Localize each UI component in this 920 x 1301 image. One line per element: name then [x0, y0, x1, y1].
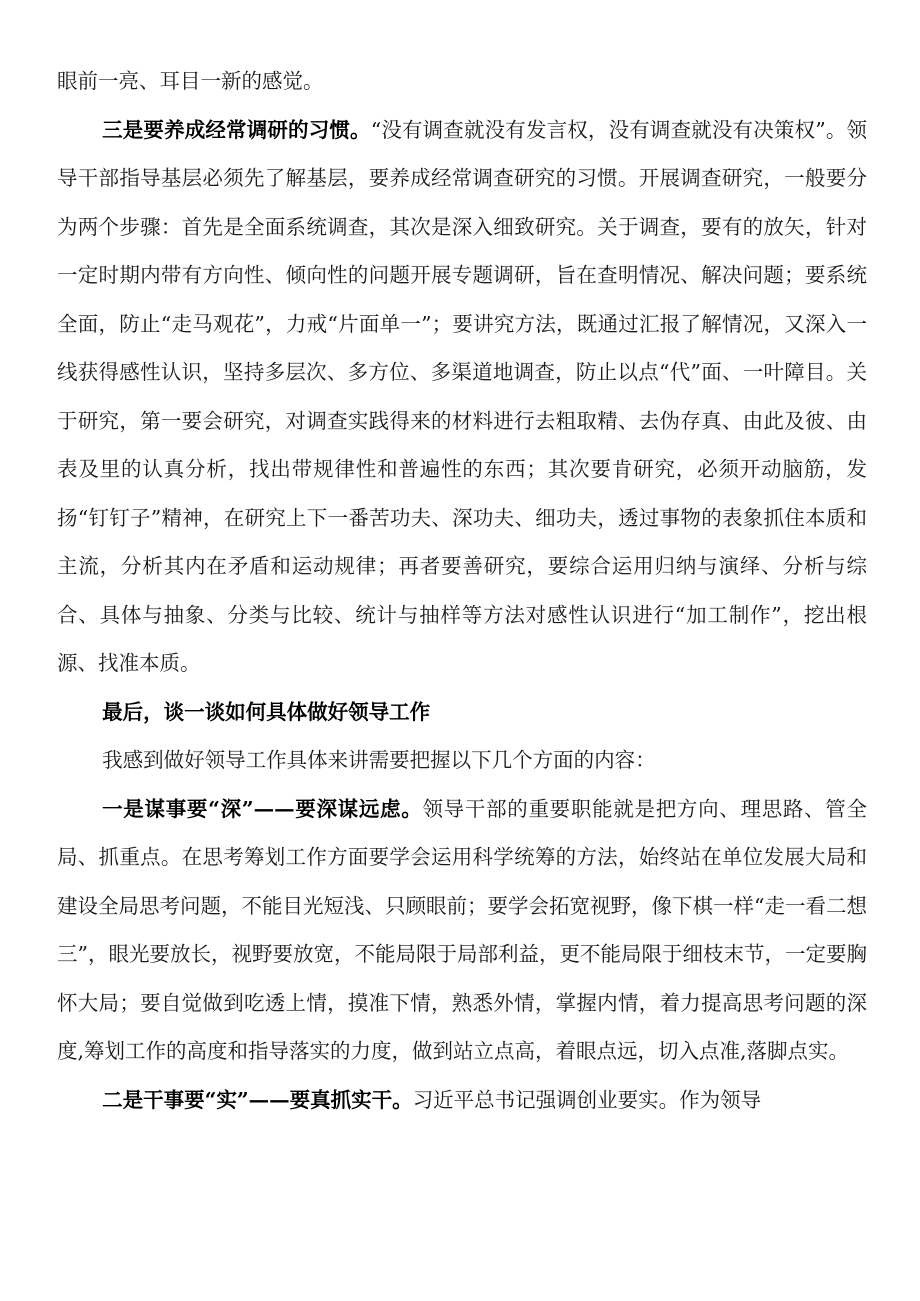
paragraph-body-plan-deep: 领导干部的重要职能就是把方向、理思路、管全局、抓重点。在思考筹划工作方面要学会运用科学统筹的方法，始终站在单位发展大局和建设全局思考问题，不能目光短浅、只顾眼前；要学会拓宽视野，像下棋一样“走一看二想三”，眼光要放长，视野要放宽，不能局限于局部利益，更不能局限于细枝末节，一定要胸怀大局；要自觉做到吃透上情，摸准下情，熟悉外情，掌握内情，着力提高思考问题的深度,筹划工作的高度和指导落实的力度，做到站立点高，着眼点远，切入点准,落脚点实。 [57, 796, 867, 1063]
paragraph-body-work-solid: 习近平总书记强调创业要实。作为领导 [412, 1087, 762, 1112]
paragraph-continuation: 眼前一亮、耳目一新的感觉。 [57, 69, 324, 93]
paragraph-plan-deep [57, 785, 867, 1076]
paragraph-lead-research-habit: 三是要养成经常调研的习惯。 [102, 117, 371, 142]
paragraph-intro: 我感到做好领导工作具体来讲需要把握以下几个方面的内容： [102, 748, 656, 772]
paragraph-lead-plan-deep: 一是谋事要“深”——要深谋远虑。 [102, 796, 423, 821]
paragraph-lead-work-solid: 二是干事要“实”——要真抓实干。 [102, 1087, 413, 1112]
paragraph-research-habit [57, 106, 867, 688]
document-body [57, 57, 867, 1124]
paragraph-work-solid [57, 1076, 867, 1125]
section-heading: 最后，谈一谈如何具体做好领导工作 [102, 699, 431, 724]
paragraph-body-research-habit: “没有调查就没有发言权，没有调查就没有决策权”。领导干部指导基层必须先了解基层，要养成经常调查研究的习惯。开展调查研究，一般要分为两个步骤：首先是全面系统调查，其次是深入细致研究。关于调查，要有的放矢，针对一定时期内带有方向性、倾向性的问题开展专题调研，旨在查明情况、解决问题；要系统全面，防止“走马观花”，力戒“片面单一”；要讲究方法，既通过汇报了解情况，又深入一线获得感性认识，坚持多层次、多方位、多渠道地调查，防止以点“代”面、一叶障目。关于研究，第一要会研究，对调查实践得来的材料进行去粗取精、去伪存真、由此及彼、由表及里的认真分析，找出带规律性和普遍性的东西；其次要肯研究，必须开动脑筋，发扬“钉钉子”精神，在研究上下一番苦功夫、深功夫、细功夫，透过事物的表象抓住本质和主流，分析其内在矛盾和运动规律；再者要善研究，要综合运用归纳与演绎、分析与综合、具体与抽象、分类与比较、统计与抽样等方法对感性认识进行“加工制作”，挖出根源、找准本质。 [57, 117, 867, 675]
